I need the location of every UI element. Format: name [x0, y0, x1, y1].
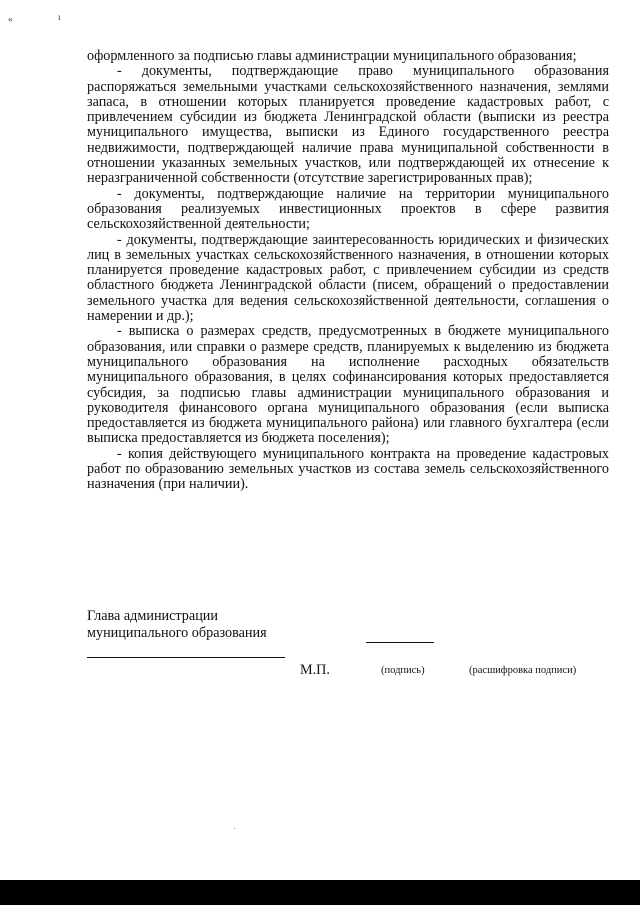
name-line: [87, 657, 285, 658]
list-item-ownership-documents: - документы, подтверждающие право муниципального образования распоряжаться земельными участками сельскохозяйственного назначения, землями запаса, в отношении которых планируется проведение кадастровых работ, с привлечением субсидии из бюджета Ленинградской области (выписки из реестра муниципального имущества, выписки из Единого государственного реестра недвижимости, подтверждающей наличие права муниципальной собственности в отношении указанных земельных участков, или подтверждающей их отнесение к неразграниченной собственности (отсутствие зарегистрированных прав);: [87, 63, 609, 187]
signature-title-line2: муниципального образования: [87, 625, 267, 641]
corner-mark-left: «: [8, 14, 13, 24]
signature-line: [366, 642, 434, 643]
list-item-contract-copy: - копия действующего муниципального контракта на проведение кадастровых работ по образованию земельных участков из состава земель сельскохозяйственного назначения (при наличии).: [87, 445, 609, 493]
stamp-place-label: М.П.: [300, 662, 330, 678]
list-item-budget-extract: - выписка о размерах средств, предусмотренных в бюджете муниципального образования, или справки о размере средств, планируемых к выделению из бюджета муниципального образования на исполнение расходных обязательств муниципального образования, в целях софинансирования которых предоставляется субсидия, за подписью главы администрации муниципального образования и руководителя финансового органа муниципального образования (если выписка предоставляется из бюджета муниципального района) или главного бухгалтера (если выписка предоставляется из бюджета поселения);: [87, 323, 609, 447]
signature-caption: (подпись): [381, 665, 425, 676]
paragraph-continuation: оформленного за подписью главы администрации муниципального образования;: [87, 48, 577, 64]
signature-block: [87, 608, 267, 642]
body-text: [87, 49, 609, 493]
signature-decode-caption: (расшифровка подписи): [469, 665, 577, 676]
list-item-interest-documents: - документы, подтверждающие заинтересованность юридических и физических лиц в земельных участках сельскохозяйственного назначения, в отношении которых планируется проведение кадастровых работ, с привлечением субсидии из средств областного бюджета Ленинградской области (писем, обращений о предоставлении земельного участка для ведения сельскохозяйственной деятельности, соглашения о намерении и др.);: [87, 231, 609, 325]
scan-bottom-edge: [0, 880, 640, 905]
corner-mark-right: ı: [58, 12, 61, 22]
list-item-investment-projects: - документы, подтверждающие наличие на территории муниципального образования реализуемых инвестиционных проектов в сфере развития сельскохозяйственной деятельности;: [87, 185, 609, 233]
signature-title-line1: Глава администрации: [87, 608, 218, 624]
scan-speck: [234, 828, 235, 829]
